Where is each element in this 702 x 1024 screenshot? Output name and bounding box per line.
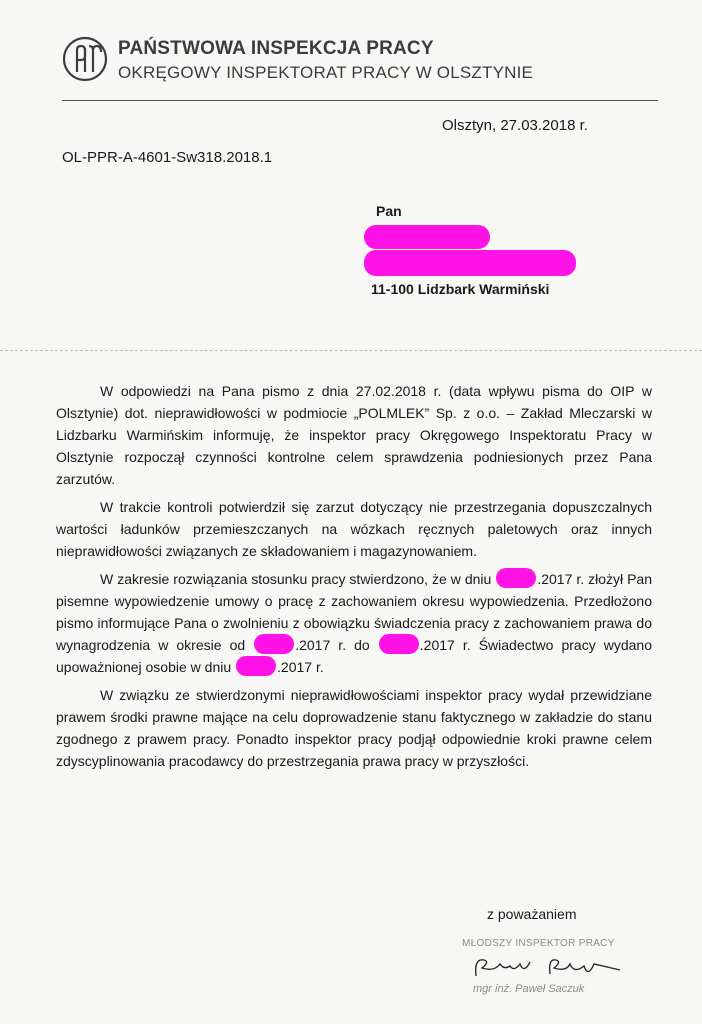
redacted-recipient-address (364, 250, 576, 276)
letter-body (56, 380, 652, 778)
recipient-city: 11-100 Lidzbark Warmiński (371, 281, 550, 297)
p3-text-c: .2017 r. do (295, 637, 370, 653)
organization-subtitle: OKRĘGOWY INSPEKTORAT PRACY W OLSZTYNIE (118, 63, 534, 82)
body-paragraph-3 (56, 568, 652, 678)
letter-date: Olsztyn, 27.03.2018 r. (442, 117, 588, 134)
p3-text-d: .2017 r. Świadectwo pracy wydano upoważnionej osobie w dniu (56, 637, 653, 675)
redacted-date-4 (236, 656, 276, 676)
pip-logo-icon (62, 36, 108, 82)
redacted-date-3 (379, 634, 419, 654)
p3-text-b: .2017 r. złożył Pan pisemne wypowiedzenie umowy o pracę z zachowaniem okresu wypowiedzenia. Przedłożono pismo informujące Pana o zwolnieniu z obowiązku świadczenia pracy z zachowaniem prawa do wynagrodzenia w okresie od (56, 571, 652, 653)
body-paragraph-4: W związku ze stwierdzonymi nieprawidłowościami inspektor pracy wydał przewidziane prawem środki prawne mające na celu doprowadzenie stanu faktycznego w zakładzie do stanu zgodnego z prawem pracy. Ponadto inspektor pracy podjął odpowiednie kroki prawne celem zdyscyplinowania pracodawcy do przestrzegania prawa pracy w przyszłości. (56, 687, 652, 769)
redacted-date-1 (496, 568, 536, 588)
p3-text-a: W zakresie rozwiązania stosunku pracy stwierdzono, że w dniu (100, 571, 492, 587)
organization-name: PAŃSTWOWA INSPEKCJA PRACY (118, 38, 434, 59)
recipient-salutation: Pan (376, 203, 402, 219)
body-paragraph-2: W trakcie kontroli potwierdził się zarzut dotyczący nie przestrzegania dopuszczalnych wartości ładunków przemieszczanych na wózkach ręcznych paletowych oraz innych nieprawidłowości związanych ze składowaniem i magazynowaniem. (56, 499, 652, 559)
closing-phrase: z poważaniem (487, 906, 577, 922)
header-divider (62, 100, 658, 101)
redacted-recipient-name (364, 225, 490, 249)
redacted-date-2 (254, 634, 294, 654)
reference-number: OL-PPR-A-4601-Sw318.2018.1 (62, 149, 273, 166)
p3-text-e: .2017 r. (277, 659, 324, 675)
fold-line (0, 350, 702, 351)
handwritten-signature (460, 948, 640, 984)
stamp-title: MŁODSZY INSPEKTOR PRACY (462, 938, 615, 949)
body-paragraph-1: W odpowiedzi na Pana pismo z dnia 27.02.2018 r. (data wpływu pisma do OIP w Olsztynie) dot. nieprawidłowości w podmiocie „POLMLEK” Sp. z o.o. – Zakład Mleczarski w Lidzbarku Warmińskim informuję, że inspektor pracy Okręgowego Inspektoratu Pracy w Olsztynie rozpoczął czynności kontrolne celem sprawdzenia podniesionych przez Pana zarzutów. (56, 383, 652, 487)
stamp-name: mgr inż. Paweł Saczuk (473, 983, 585, 995)
